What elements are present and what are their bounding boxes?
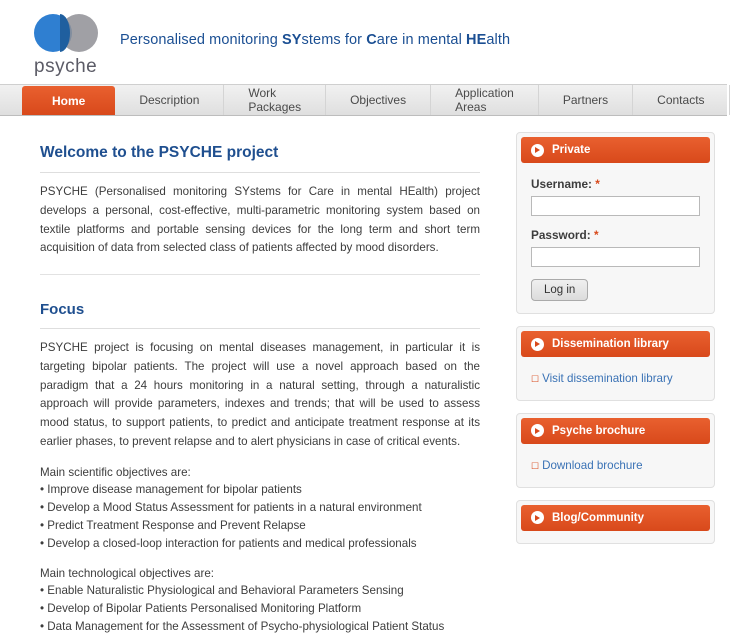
list-item: • Develop a Mood Status Assessment for patients in a natural environment: [40, 499, 480, 517]
panel-header-dissemination[interactable]: [521, 331, 710, 357]
focus-paragraph: PSYCHE project is focusing on mental diseases management, in particular it is targeting bipolar patients. The project will use a novel approach based on the paradigm that a 24 hours monitoring in a natural setting, through a naturalistic approach will provide parameters, indexes and trends; that will be used to assess mood status, to support patients, to predict and anticipate treatment response at its earlier phases, to prevent relapse and to alert physicians in case of critical events.: [40, 341, 480, 449]
private-login-form: [517, 163, 714, 301]
nav-item-work-packages[interactable]: Work Packages: [224, 85, 326, 115]
scientific-objectives-heading: Main scientific objectives are:: [40, 465, 191, 479]
nav-item-partners[interactable]: Partners: [539, 85, 633, 115]
username-input[interactable]: [531, 196, 700, 216]
tagline-seg-5: are in mental: [376, 32, 467, 48]
panel-header-blog[interactable]: [521, 505, 710, 531]
username-label-text: Username:: [531, 177, 592, 191]
panel-header-brochure[interactable]: [521, 418, 710, 444]
site-header: [0, 0, 727, 84]
list-item: • Predict Treatment Response and Prevent Relapse: [40, 517, 480, 535]
tagline-seg-4: C: [366, 32, 377, 48]
download-brochure-label: Download brochure: [542, 458, 643, 472]
main-content: [0, 116, 510, 633]
panel-blog-community: [516, 500, 715, 544]
nav-item-description[interactable]: Description: [115, 85, 224, 115]
brochure-links: [517, 444, 714, 475]
nav-item-application-areas[interactable]: Application Areas: [431, 85, 539, 115]
list-item: • Develop of Bipolar Patients Personalised Monitoring Platform: [40, 600, 480, 618]
list-item: • Improve disease management for bipolar patients: [40, 481, 480, 499]
logo-mark-icon: [34, 12, 110, 52]
dissemination-links: [517, 357, 714, 388]
logo-wordmark: psyche: [34, 56, 98, 77]
content-divider: [40, 274, 480, 275]
panel-private-login: [516, 132, 715, 314]
arrow-bullet-icon: [531, 338, 544, 351]
body-wrapper: [0, 116, 727, 633]
site-tagline: [120, 32, 510, 48]
tagline-seg-3: stems for: [301, 32, 367, 48]
panel-psyche-brochure: [516, 413, 715, 488]
scientific-objectives-list: [40, 481, 480, 553]
tagline-seg-6: HE: [466, 32, 487, 48]
arrow-bullet-icon: [531, 144, 544, 157]
password-input[interactable]: [531, 247, 700, 267]
nav-item-contacts[interactable]: Contacts: [633, 85, 729, 115]
password-required-mark: *: [593, 228, 599, 242]
username-required-mark: *: [595, 177, 600, 191]
page-title: Welcome to the PSYCHE project: [40, 144, 480, 173]
technological-objectives-list: [40, 582, 480, 636]
panel-title-dissemination: Dissemination library: [552, 338, 669, 350]
tagline-seg-2: SY: [282, 32, 302, 48]
visit-dissemination-library-label: Visit dissemination library: [542, 372, 673, 385]
list-item: • Develop a closed-loop interaction for patients and medical professionals: [40, 535, 480, 553]
list-item: • Enable Naturalistic Physiological and Behavioral Parameters Sensing: [40, 582, 480, 600]
arrow-bullet-icon: [531, 424, 544, 437]
password-label-text: Password:: [531, 228, 591, 242]
section-title-focus: Focus: [40, 301, 480, 329]
password-label: [531, 228, 700, 242]
download-brochure-link[interactable]: [531, 456, 700, 475]
intro-paragraph: PSYCHE (Personalised monitoring SYstems for Care in mental HEalth) project develops a personal, cost-effective, multi-parametric monitoring system based on textile platforms and portable sensing devices for the long term and short term acquisition of data from selected class of patients affected by mood disorders.: [40, 185, 480, 255]
panel-title-blog: Blog/Community: [552, 511, 644, 524]
panel-header-private[interactable]: [521, 137, 710, 163]
link-marker-icon: ☐: [531, 460, 540, 471]
login-button[interactable]: Log in: [531, 279, 588, 301]
panel-title-private: Private: [552, 144, 591, 156]
nav-item-home[interactable]: Home: [22, 86, 115, 115]
nav-item-objectives[interactable]: Objectives: [326, 85, 431, 115]
visit-dissemination-library-link[interactable]: [531, 369, 700, 388]
sidebar: [510, 116, 727, 544]
arrow-bullet-icon: [531, 511, 544, 524]
list-item: • Data Management for the Assessment of Psycho-physiological Patient Status: [40, 618, 480, 636]
site-logo[interactable]: [34, 12, 114, 78]
main-navigation: [0, 84, 727, 116]
technological-objectives-heading: Main technological objectives are:: [40, 566, 215, 580]
username-label: [531, 177, 700, 191]
tagline-seg-1: Personalised monitoring: [120, 32, 282, 48]
tagline-seg-7: alth: [486, 32, 511, 48]
panel-title-brochure: Psyche brochure: [552, 424, 646, 437]
panel-dissemination-library: [516, 326, 715, 401]
link-marker-icon: ☐: [531, 374, 540, 384]
